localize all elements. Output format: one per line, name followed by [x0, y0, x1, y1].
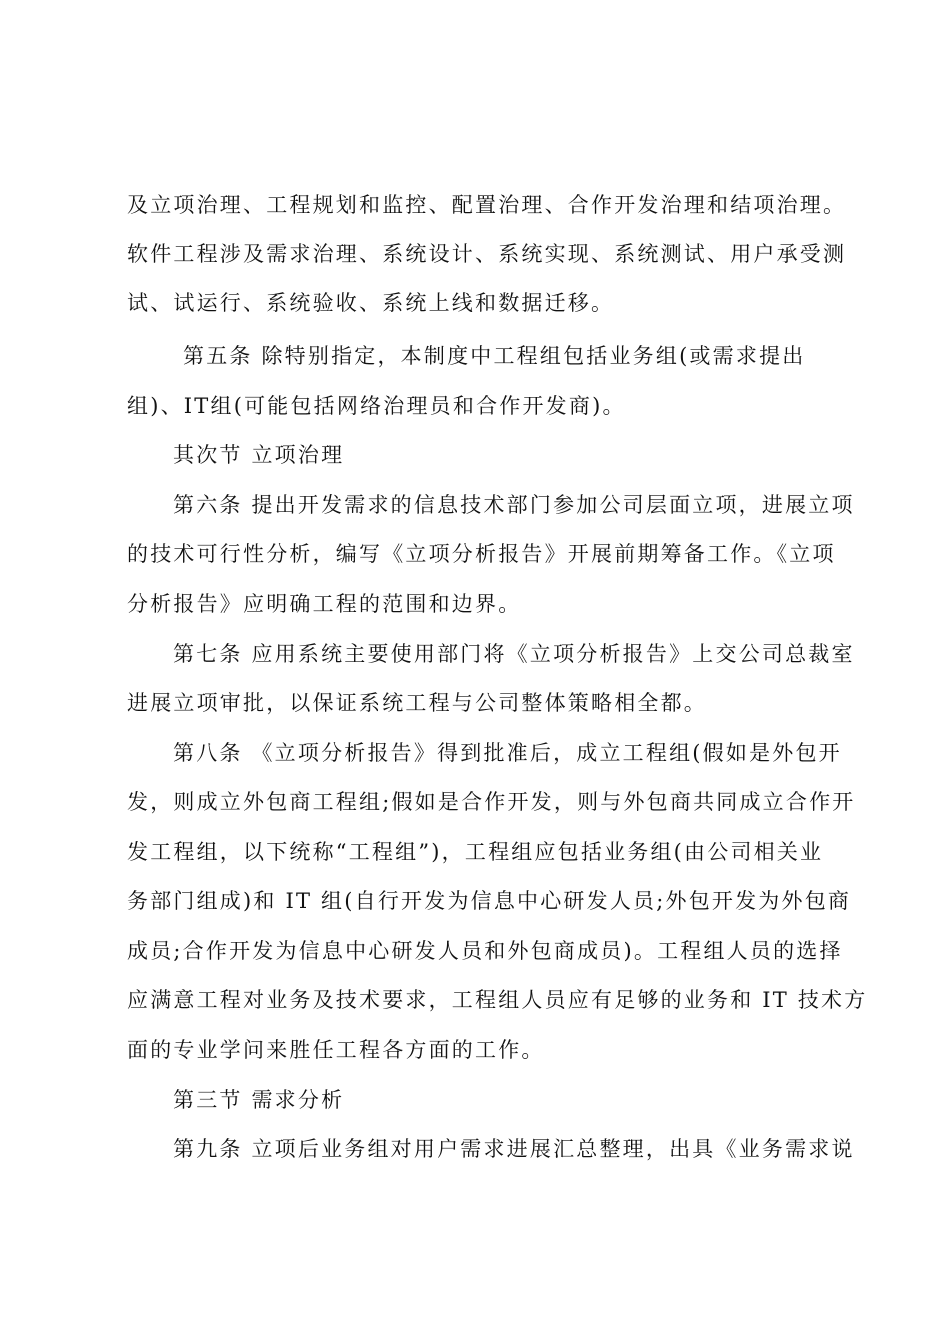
- body-text-line: 面的专业学问来胜任工程各方面的工作。: [127, 1038, 545, 1062]
- body-text-line: 成员;合作开发为信息中心研发人员和外包商成员)。工程组人员的选择: [127, 939, 843, 963]
- body-text-line: 务部门组成)和 IT 组(自行开发为信息中心研发人员;外包开发为外包商: [127, 889, 852, 913]
- article-5-line: 第五条 除特别指定，本制度中工程组包括业务组(或需求提出: [183, 344, 806, 368]
- body-text-line: 进展立项审批，以保证系统工程与公司整体策略相全都。: [127, 691, 707, 715]
- article-6-line: 第六条 提出开发需求的信息技术部门参加公司层面立项，进展立项: [173, 493, 855, 517]
- body-text-line: 组)、IT组(可能包括网络治理员和合作开发商)。: [127, 394, 626, 418]
- article-7-line: 第七条 应用系统主要使用部门将《立项分析报告》上交公司总裁室: [173, 642, 855, 666]
- section-heading-requirements-analysis: 第三节 需求分析: [173, 1088, 345, 1112]
- body-text-line: 的技术可行性分析，编写《立项分析报告》开展前期筹备工作。《立项: [127, 542, 836, 566]
- article-8-line: 第八条 《立项分析报告》得到批准后，成立工程组(假如是外包开: [173, 741, 842, 765]
- body-text-line: 及立项治理、工程规划和监控、配置治理、合作开发治理和结项治理。: [127, 193, 847, 217]
- body-text-line: 软件工程涉及需求治理、系统设计、系统实现、系统测试、用户承受测: [127, 242, 847, 266]
- body-text-line: 发工程组，以下统称“工程组”)，工程组应包括业务组(由公司相关业: [127, 840, 824, 864]
- body-text-line: 发，则成立外包商工程组;假如是合作开发，则与外包商共同成立合作开: [127, 790, 856, 814]
- article-9-line: 第九条 立项后业务组对用户需求进展汇总整理，出具《业务需求说: [173, 1137, 855, 1161]
- body-text-line: 分析报告》应明确工程的范围和边界。: [127, 592, 522, 616]
- body-text-line: 试、试运行、系统验收、系统上线和数据迁移。: [127, 291, 615, 315]
- body-text-line: 应满意工程对业务及技术要求，工程组人员应有足够的业务和 IT 技术方: [127, 988, 868, 1012]
- section-heading-project-governance: 其次节 立项治理: [173, 443, 345, 467]
